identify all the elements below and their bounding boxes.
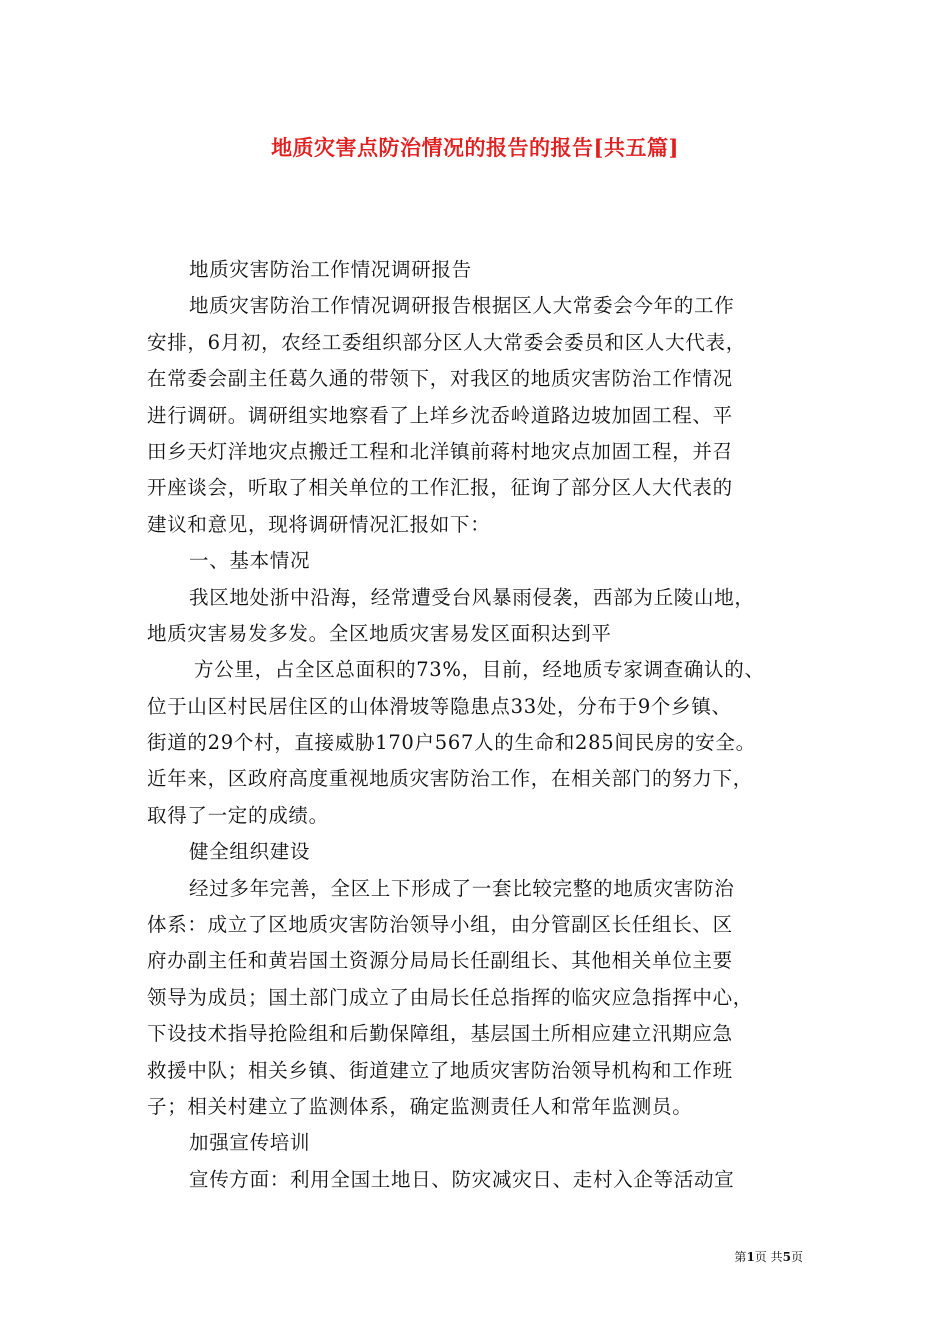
document-title: 地质灾害点防治情况的报告的报告[共五篇] bbox=[271, 135, 679, 160]
footer-total-pages: 5 bbox=[782, 1250, 791, 1264]
body-line: 进行调研。调研组实地察看了上垟乡沈岙岭道路边坡加固工程、平 bbox=[147, 403, 733, 427]
body-line: 领导为成员；国土部门成立了由局长任总指挥的临灾应急指挥中心， bbox=[147, 985, 754, 1009]
body-line: 我区地处浙中沿海，经常遭受台风暴雨侵袭，西部为丘陵山地， bbox=[189, 585, 755, 609]
body-line: 田乡天灯洋地灾点搬迁工程和北洋镇前蒋村地灾点加固工程，并召 bbox=[147, 439, 733, 463]
body-line: 在常委会副主任葛久通的带领下，对我区的地质灾害防治工作情况 bbox=[147, 367, 733, 391]
body-line: 街道的29个村，直接威胁170户567人的生命和285间民房的安全。 bbox=[147, 731, 756, 755]
page-footer bbox=[734, 1248, 803, 1265]
body-line: 位于山区村民居住区的山体滑坡等隐患点33处，分布于9个乡镇、 bbox=[147, 694, 732, 718]
document-body bbox=[147, 252, 811, 1198]
body-line: 方公里，占全区总面积的73%，目前，经地质专家调查确认的、 bbox=[194, 658, 765, 682]
body-line: 取得了一定的成绩。 bbox=[147, 803, 329, 827]
footer-middle: 页 共 bbox=[754, 1250, 783, 1264]
body-line: 建议和意见，现将调研情况汇报如下： bbox=[147, 512, 491, 536]
footer-prefix: 第 bbox=[734, 1250, 747, 1264]
body-line: 体系：成立了区地质灾害防治领导小组，由分管副区长任组长、区 bbox=[147, 913, 733, 937]
body-line: 下设技术指导抢险组和后勤保障组，基层国土所相应建立汛期应急 bbox=[147, 1022, 733, 1046]
body-line: 地质灾害易发多发。全区地质灾害易发区面积达到平 bbox=[147, 621, 612, 645]
body-line: 安排，6月初，农经工委组织部分区人大常委会委员和区人大代表， bbox=[147, 330, 746, 354]
body-line: 宣传方面：利用全国土地日、防灾减灾日、走村入企等活动宣 bbox=[189, 1167, 735, 1191]
body-line: 健全组织建设 bbox=[189, 840, 311, 864]
body-line: 府办副主任和黄岩国土资源分局局长任副组长、其他相关单位主要 bbox=[147, 949, 733, 973]
body-line: 救援中队；相关乡镇、街道建立了地质灾害防治领导机构和工作班 bbox=[147, 1058, 733, 1082]
body-line: 开座谈会，听取了相关单位的工作汇报，征询了部分区人大代表的 bbox=[147, 476, 733, 500]
body-line: 地质灾害防治工作情况调研报告 bbox=[189, 258, 472, 281]
body-line: 一、基本情况 bbox=[189, 549, 311, 573]
footer-current-page: 1 bbox=[746, 1250, 755, 1264]
body-line: 子；相关村建立了监测体系，确定监测责任人和常年监测员。 bbox=[147, 1094, 693, 1118]
body-line: 经过多年完善，全区上下形成了一套比较完整的地质灾害防治 bbox=[189, 876, 735, 900]
footer-suffix: 页 bbox=[790, 1250, 803, 1264]
body-line: 加强宣传培训 bbox=[189, 1131, 311, 1155]
body-line: 地质灾害防治工作情况调研报告根据区人大常委会今年的工作 bbox=[189, 294, 735, 318]
body-line: 近年来，区政府高度重视地质灾害防治工作，在相关部门的努力下， bbox=[147, 767, 754, 791]
